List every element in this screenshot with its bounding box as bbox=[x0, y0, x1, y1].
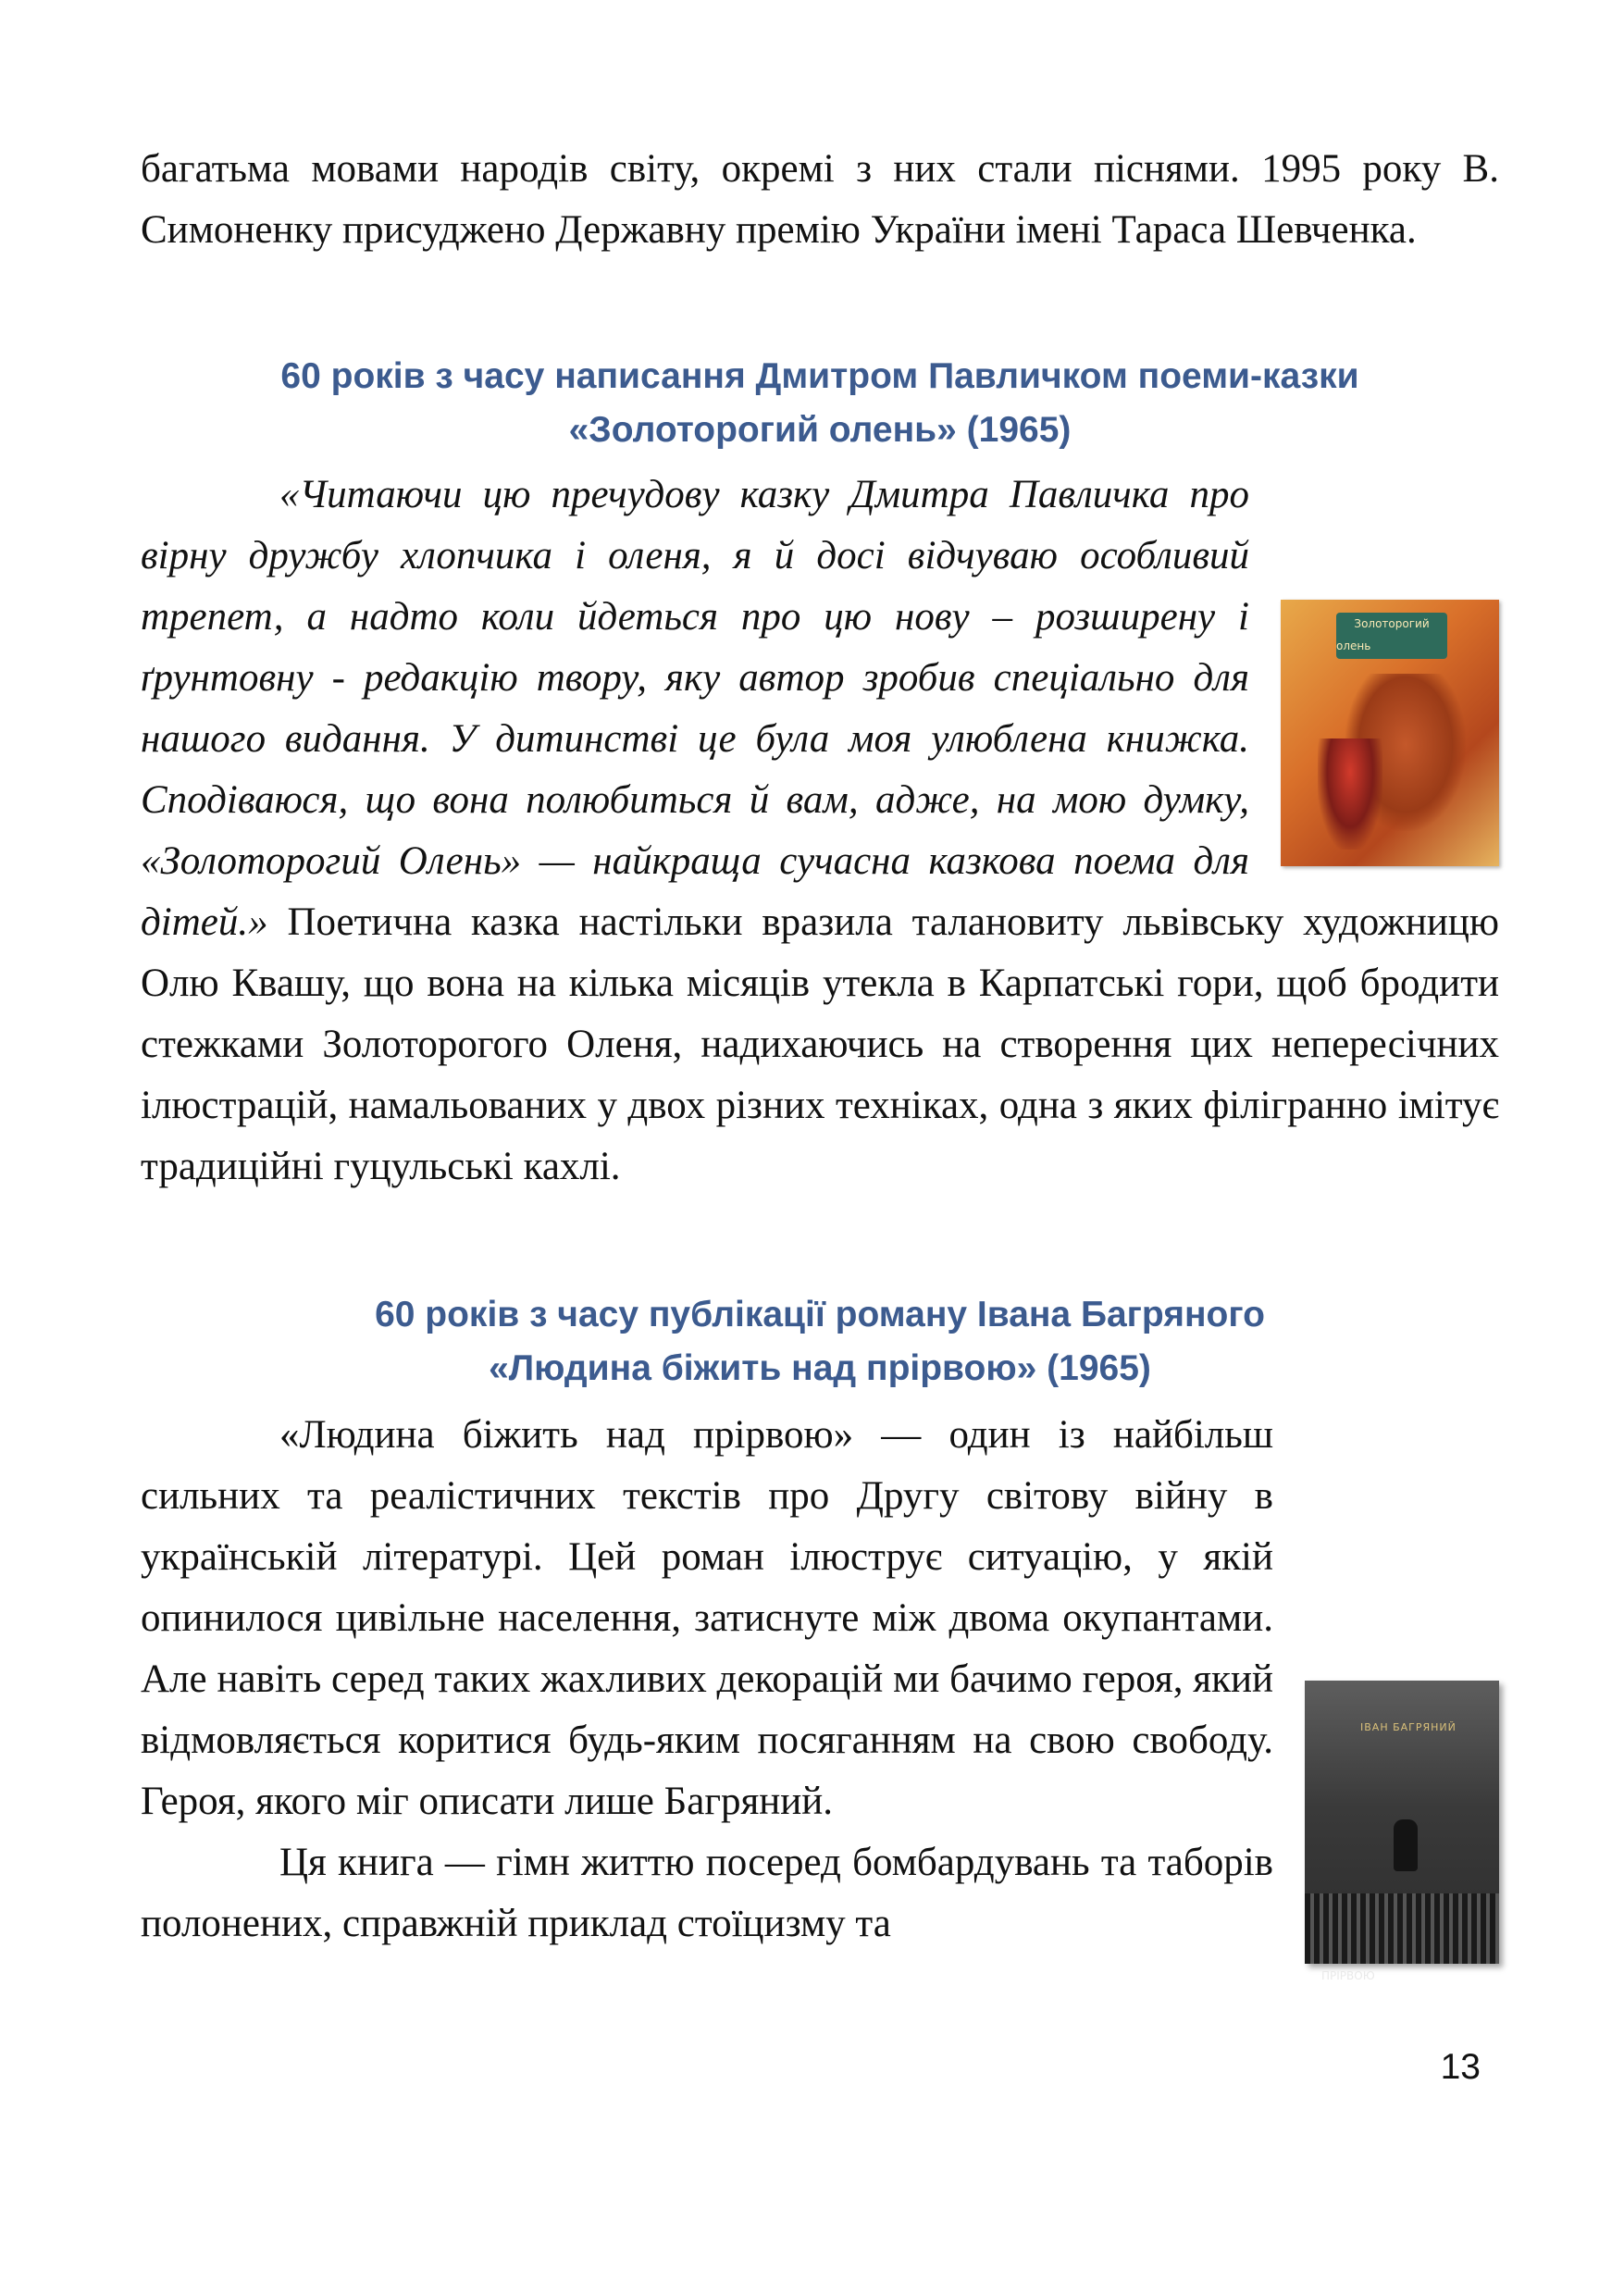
child-illustration bbox=[1318, 738, 1382, 850]
runner-silhouette bbox=[1394, 1819, 1418, 1871]
cover-author: ІВАН БАГРЯНИЙ bbox=[1360, 1721, 1457, 1733]
section1-heading bbox=[141, 350, 1499, 457]
cover-title: ПРІРВОЮ bbox=[1321, 1969, 1375, 1982]
book-cover-image bbox=[1305, 1681, 1499, 1982]
cover-title: Золоторогий олень bbox=[1336, 613, 1447, 659]
section1-body bbox=[141, 465, 1499, 1198]
zolotorohyi-olen-cover bbox=[1281, 592, 1499, 866]
section2-heading bbox=[141, 1288, 1499, 1396]
book-cover-image bbox=[1281, 600, 1499, 866]
section2-body bbox=[141, 1405, 1499, 1982]
section2-heading-line1: 60 років з часу публікації роману Івана Багряного bbox=[375, 1295, 1265, 1334]
page-number: 13 bbox=[1440, 2047, 1481, 2087]
pavlychko-quote: «Читаючи цю пречудову казку Дмитра Павличка про вірну дружбу хлопчика і оленя, я й досі відчуваю особливий трепет, а надто коли йдеться про цю нову – розширену і ґрунтовну - редакцію твору, яку автор зробив спеціально для нашого видання. У дитинстві це була моя улюблена книжка. Сподіваюся, що вона полюбиться й вам, адже, на мою думку, «Золоторогий Олень» — найкраща сучасна казкова поема для дітей.» bbox=[141, 473, 1249, 944]
section2-paragraph1: «Людина біжить над прірвою» — один із найбільш сильних та реалістичних текстів про Другу світову війну в українській літературі. Цей роман ілюструє ситуацію, у якій опинилося цивільне населення, затиснуте між двома окупантами. Але навіть серед таких жахливих декорацій ми бачимо героя, який відмовляється коритися будь-яким посяганням на свою свободу. Героя, якого міг описати лише Багряний. bbox=[141, 1413, 1273, 1823]
section1-heading-line2: «Золоторогий олень» (1965) bbox=[568, 410, 1072, 450]
section2-heading-line2: «Людина біжить над прірвою» (1965) bbox=[489, 1348, 1151, 1388]
section1-continuation: Поетична казка настільки вразила талановиту львівську художницю Олю Квашу, що вона на кілька місяців утекла в Карпатські гори, щоб бродити стежками Золоторогого Оленя, надихаючись на створення цих непересічних ілюстрацій, намальованих у двох різних техніках, одна з яких філігранно імітує традиційні гуцульські кахлі. bbox=[141, 900, 1499, 1188]
intro-paragraph: багатьма мовами народів світу, окремі з них стали піснями. 1995 року В. Симоненку присуджено Державну премію України імені Тараса Шевченка. bbox=[141, 147, 1499, 252]
section1-heading-line1: 60 років з часу написання Дмитром Павличком поеми-казки bbox=[280, 356, 1359, 396]
crowd-illustration bbox=[1305, 1893, 1499, 1964]
lyudyna-bizhyt-cover bbox=[1305, 1673, 1499, 1982]
section2-paragraph2: Ця книга — гімн життю посеред бомбардувань та таборів полонених, справжній приклад стоїцизму та bbox=[141, 1841, 1273, 1945]
